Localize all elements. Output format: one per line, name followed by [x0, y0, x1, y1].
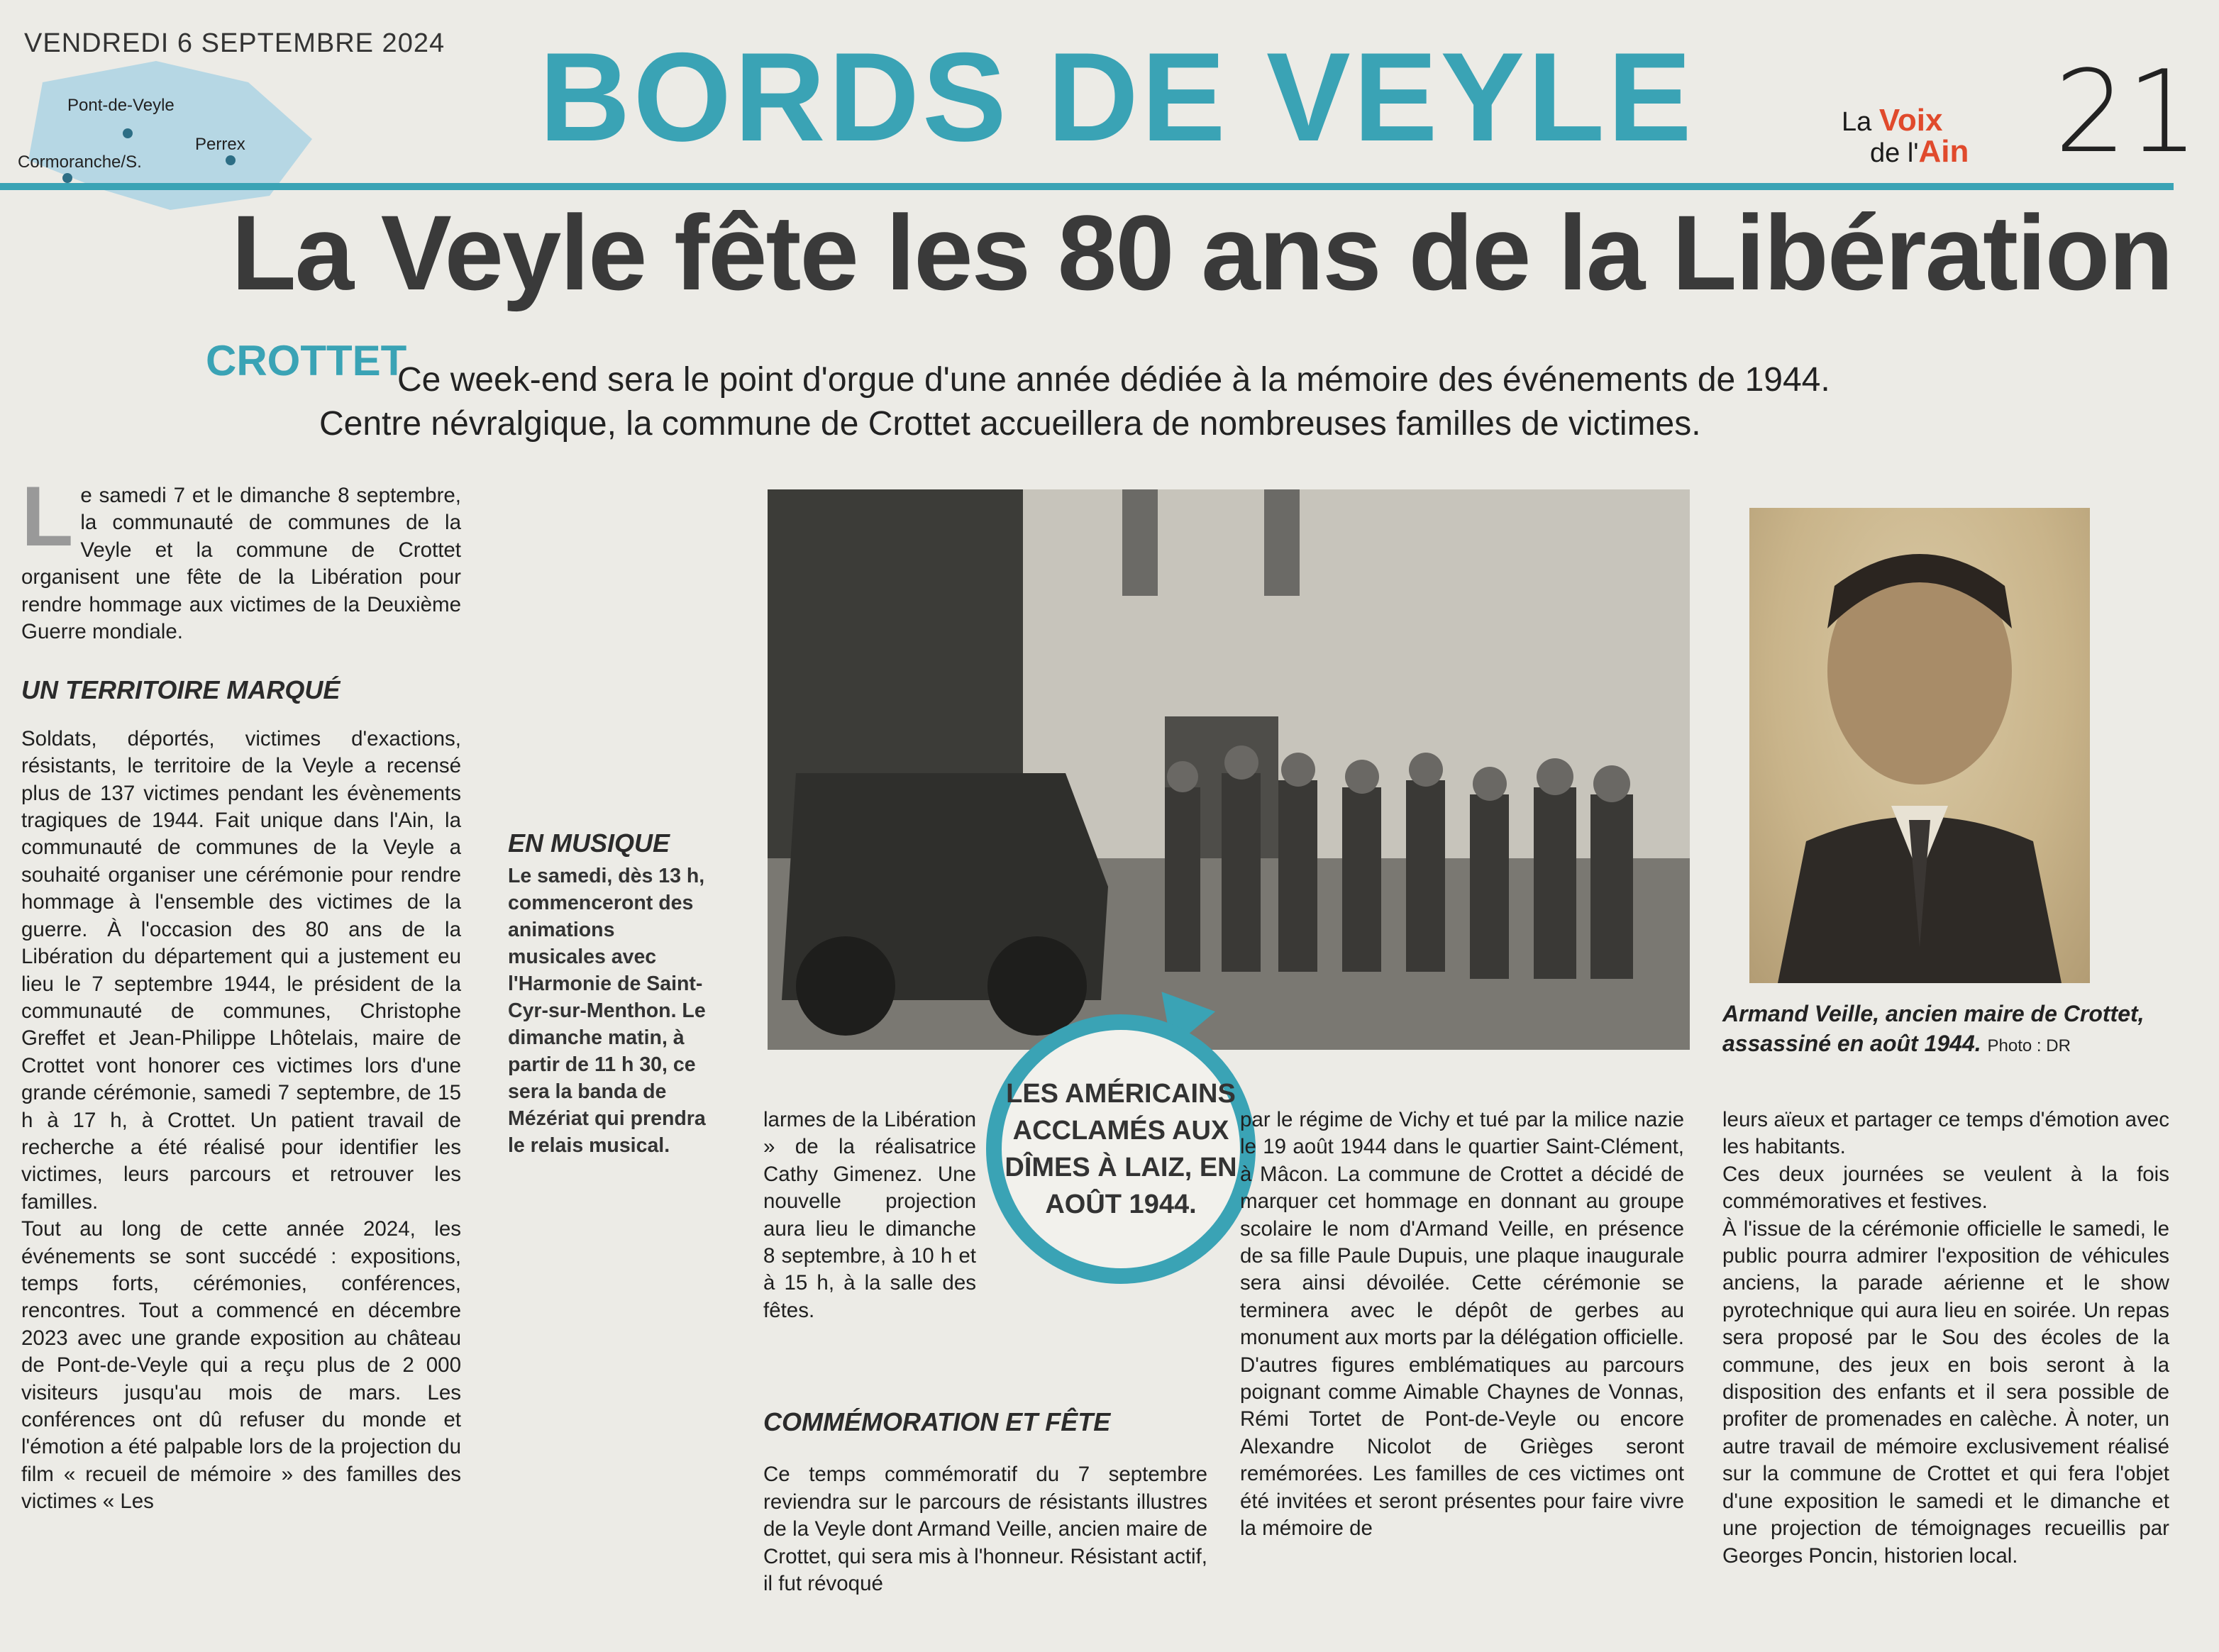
photo-caption-bubble	[986, 1014, 1256, 1284]
kicker: CROTTET	[206, 337, 407, 384]
music-box	[508, 830, 714, 1159]
standfirst	[206, 358, 2022, 446]
issue-date: VENDREDI 6 SEPTEMBRE 2024	[24, 28, 446, 58]
music-box-title: EN MUSIQUE	[508, 828, 670, 858]
column-4	[1722, 1107, 2169, 1570]
logo-prefix: La	[1842, 107, 1872, 137]
map-label-perrex: Perrex	[195, 135, 245, 154]
column-2b	[763, 1409, 1207, 1597]
column-2-paragraph-1: larmes de la Libération » de la réalisatrice Cathy Gimenez. Une nouvelle projection aura lieu le dimanche 8 septembre, à 10 h et à 15 h, à la salle des fêtes.	[763, 1108, 976, 1322]
subhead-territoire: UN TERRITOIRE MARQUÉ	[21, 675, 341, 705]
page-number: 21	[2054, 45, 2199, 178]
column-1-paragraph-2: Tout au long de cette année 2024, les événements se sont succédé : expositions, temps forts, cérémonies, conférences, rencontres. Tout a commencé en décembre 2023 avec une grande exposition au château de Pont-de-Veyle qui a reçu plus de 2 000 visiteurs jusqu'au mois de mars. Les conférences ont dû refuser du monde et l'émotion a été palpable lors de la projection du film « recueil de mémoire » des familles des victimes « Les	[21, 1217, 461, 1514]
armand-veille-portrait	[1749, 508, 2090, 983]
portrait-caption	[1722, 999, 2176, 1061]
column-3	[1240, 1107, 1684, 1543]
column-2-paragraph-2: Ce temps commémoratif du 7 septembre reviendra sur le parcours de résistants illustres de la Veyle dont Armand Veille, ancien maire de Crottet, qui sera mis à l'honneur. Résistant actif, il fut révoqué	[763, 1463, 1207, 1596]
column-4-paragraph-3: À l'issue de la cérémonie officielle le samedi, le public pourra admirer l'exposition de véhicules anciens, la parade aérienne et le show pyrotechnique qui aura lieu en soirée. Un repas sera proposé par le Sou des écoles de la commune, des jeux en bois seront à la disposition des enfants et il sera possible de profiter de promenades en calèche. À noter, un autre travail de mémoire exclusivement réalisé sur la commune de Crottet et qui fera l'objet d'une exposition le samedi et le dimanche et une projection de témoignages recueillis par Georges Poncin, historien local.	[1722, 1216, 2169, 1568]
photo-caption: LES AMÉRICAINS ACCLAMÉS AUX DÎMES À LAIZ, EN AOÛT 1944.	[1005, 1079, 1237, 1219]
standfirst-line1: Ce week-end sera le point d'orgue d'une année dédiée à la mémoire des événements de 1944.	[397, 361, 1830, 399]
portrait-credit: Photo : DR	[1987, 1036, 2071, 1055]
portrait-caption-text: Armand Veille, ancien maire de Crottet, assassiné en août 1944.	[1722, 1001, 2145, 1056]
column-1-paragraph-1: Soldats, déportés, victimes d'exactions, résistants, le territoire de la Veyle a recensé plus de 137 victimes pendant les évènements tragiques de 1944. Fait unique dans l'Ain, la communauté de communes de la Veyle a souhaité organiser une cérémonie pour rendre hommage à l'ensemble des victimes de la guerre. À l'occasion des 80 ans de la Libération du département qui a justement eu lieu le 7 septembre 1944, le président de la communauté de communes, Christophe Greffet et Jean-Philippe Lhôtelais, maire de Crottet vont honorer ces victimes lors d'une grande cérémonie, samedi 7 septembre, de 15 h à 17 h, à Crottet. Un patient travail de recherche a été réalisé pour identifier les victimes, leurs parcours et retrouver les familles.	[21, 726, 461, 1214]
music-box-text: Le samedi, dès 13 h, commenceront des animations musicales avec l'Harmonie de Saint-Cyr-sur-Menthon. Le dimanche matin, à partir de 11 h 30, ce sera la banda de Mézériat qui prendra le relais musical.	[508, 865, 706, 1157]
column-4-paragraph-1: leurs aïeux et partager ce temps d'émotion avec les habitants.	[1722, 1108, 2169, 1159]
standfirst-line2: Centre névralgique, la commune de Crottet accueillera de nombreuses familles de victimes.	[319, 405, 1701, 443]
portrait-illustration	[1749, 508, 2090, 983]
intro-paragraph: e samedi 7 et le dimanche 8 septembre, la communauté de communes de la Veyle et la commune de Crottet organisent une fête de la Libération pour rendre hommage aux victimes de la Deuxième Guerre mondiale.	[21, 484, 461, 644]
header-rule	[0, 183, 2174, 190]
column-1	[21, 469, 461, 1516]
drop-cap: L	[21, 469, 74, 564]
section-title: BORDS DE VEYLE	[539, 26, 1695, 167]
column-3-paragraph: par le régime de Vichy et tué par la milice nazie le 19 août 1944 dans le quartier Saint-Clément, à Mâcon. La commune de Crottet a décidé de marquer cet hommage en donnant au groupe scolaire le nom d'Armand Veille, en présence de sa fille Paule Dupuis, une plaque inaugurale sera ainsi dévoilée. Cette cérémonie se terminera avec le dépôt de gerbes au monument aux morts par la délégation officielle. D'autres figures emblématiques au parcours poignant comme Aimable Chaynes de Vonnas, Rémi Tortet de Pont-de-Veyle ou encore Alexandre Nicolot de Grièges seront remémorées. Les familles de ces victimes ont été invitées et seront présentes pour faire vivre la mémoire de	[1240, 1108, 1684, 1541]
liberation-photo	[768, 489, 1690, 1050]
map-dot-perrex	[226, 155, 236, 165]
map-dot-cormoranche	[62, 173, 72, 183]
logo-de: de l'	[1870, 138, 1919, 168]
logo-ain: Ain	[1918, 134, 1969, 169]
subhead-commemoration: COMMÉMORATION ET FÊTE	[763, 1407, 1111, 1436]
photo-illustration	[768, 489, 1690, 1050]
map-dot-pont-de-veyle	[123, 128, 133, 138]
map-label-cormoranche: Cormoranche/S.	[18, 153, 142, 172]
logo-voix: Voix	[1878, 103, 1943, 138]
newspaper-logo	[1842, 105, 1969, 167]
map-label-pont-de-veyle: Pont-de-Veyle	[67, 96, 175, 115]
column-4-paragraph-2: Ces deux journées se veulent à la fois commémoratives et festives.	[1722, 1162, 2169, 1214]
headline: La Veyle fête les 80 ans de la Libération	[231, 193, 2172, 312]
column-2	[763, 1107, 976, 1324]
